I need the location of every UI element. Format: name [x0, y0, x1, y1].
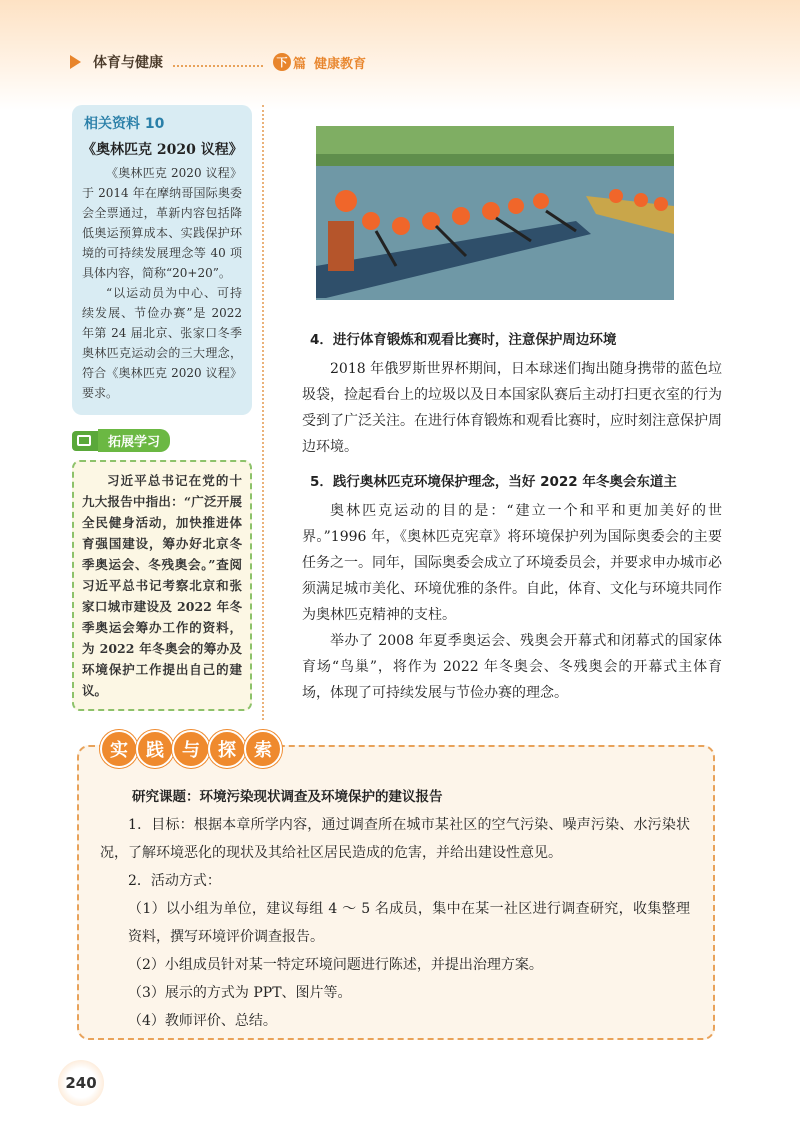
practice-item: （3）展示的方式为 PPT、图片等。 — [128, 985, 352, 1001]
banner-char: 践 — [136, 730, 174, 768]
extension-tag — [72, 429, 252, 452]
part-badge: 下 — [273, 53, 291, 71]
practice-content — [100, 785, 690, 1035]
practice-item: （2）小组成员针对某一特定环境问题进行陈述，并提出治理方案。 — [128, 957, 543, 973]
banner-char: 与 — [172, 730, 210, 768]
extension-label: 拓展学习 — [98, 429, 170, 452]
practice-goal: 1．目标：根据本章所学内容，通过调查所在城市某社区的空气污染、噪声污染、水污染状况，了解环境恶化的现状及其给社区居民造成的危害，并给出建设性意见。 — [100, 817, 690, 861]
section-5-heading: 5．践行奥林匹克环境保护理念，当好 2022 年冬奥会东道主 — [310, 474, 677, 490]
practice-method-heading: 2．活动方式： — [128, 873, 221, 889]
header-arrow-icon — [70, 55, 81, 69]
column-divider — [262, 105, 264, 720]
related-material-title: 《奥林匹克 2020 议程》 — [82, 142, 243, 158]
book-icon — [72, 431, 98, 451]
related-material-paragraph: “以运动员为中心、可持续发展、节俭办赛”是 2022 年第 24 届北京、张家口冬季奥林匹克运动会的三大理念，符合《奥林匹克 2020 议程》要求。 — [82, 286, 242, 400]
section-4-heading: 4．进行体育锻炼和观看比赛时，注意保护周边环境 — [310, 332, 617, 348]
extension-box — [72, 460, 252, 711]
practice-item: （1）以小组为单位，建议每组 4 ～ 5 名成员，集中在某一社区进行调查研究，收集整理资料，撰写环境评价调查报告。 — [128, 901, 690, 945]
section-title: 健康教育 — [314, 56, 367, 72]
banner-char: 实 — [100, 730, 138, 768]
practice-item: （4）教师评价、总结。 — [128, 1013, 277, 1029]
extension-text: 习近平总书记在党的十九大报告中指出：“广泛开展全民健身活动，加快推进体育强国建设，筹办好北京冬季奥运会、冬残奥会。”查阅习近平总书记考察北京和张家口城市建设及 2022 年冬季奥运会筹办工作的资料，为 2022 年冬奥会的筹办及环境保护工作提出自己的建议。 — [82, 473, 242, 698]
part-label: 篇 — [293, 56, 307, 72]
related-material-tag: 相关资料 10 — [84, 116, 165, 132]
header-divider — [173, 57, 263, 67]
banner-char: 索 — [244, 730, 282, 768]
related-material-box — [72, 105, 252, 415]
section-5-paragraph: 奥林匹克运动的目的是：“建立一个和平和更加美好的世界。”1996 年，《奥林匹克宪章》将环境保护列为国际奥委会的主要任务之一。同年，国际奥委会成立了环境委员会，并要求申办城市必须满足城市美化、环境优雅的条件。自此，体育、文化与环境共同作为奥林匹克精神的支柱。 — [302, 503, 722, 623]
practice-banner — [100, 730, 280, 768]
main-content — [302, 318, 722, 706]
banner-char: 探 — [208, 730, 246, 768]
sidebar — [72, 105, 252, 711]
section-4-paragraph: 2018 年俄罗斯世界杯期间，日本球迷们掏出随身携带的蓝色垃圾袋，捡起看台上的垃圾以及日本国家队赛后主动打扫更衣室的行为受到了广泛关注。在进行体育锻炼和观看比赛时，应时刻注意保护周边环境。 — [302, 361, 722, 455]
page-number: 240 — [58, 1060, 104, 1106]
research-topic-title: 研究课题：环境污染现状调查及环境保护的建议报告 — [132, 789, 443, 805]
related-material-paragraph: 《奥林匹克 2020 议程》于 2014 年在摩纳哥国际奥委会全票通过，革新内容包括降低奥运预算成本、实践保护环境的可持续发展理念等 40 项具体内容，简称“20+20”。 — [82, 166, 242, 280]
dragon-boat-photo — [316, 126, 674, 300]
page-header — [70, 50, 366, 74]
section-5-paragraph: 举办了 2008 年夏季奥运会、残奥会开幕式和闭幕式的国家体育场“鸟巢”，将作为 2022 年冬奥会、冬残奥会的开幕式主体育场，体现了可持续发展与节俭办赛的理念。 — [302, 633, 722, 701]
book-title: 体育与健康 — [93, 55, 163, 71]
dragon-boat-illustration — [316, 126, 674, 300]
